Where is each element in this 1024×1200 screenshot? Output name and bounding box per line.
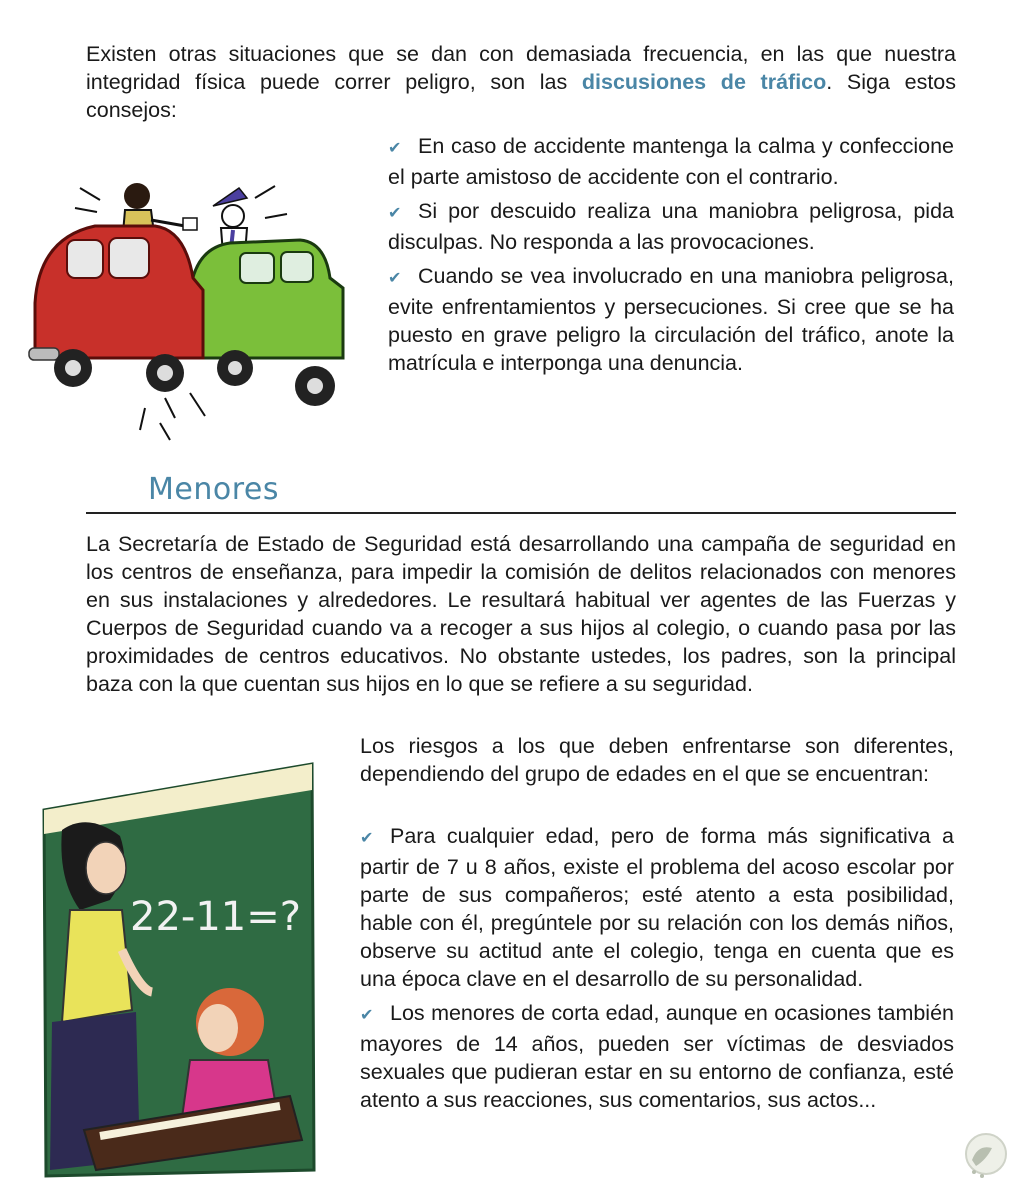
- intro-text-end: . Siga estos consejos:: [86, 70, 957, 122]
- tip-text: Cuando se vea involucrado en una maniobra peligrosa, evite enfrentamientos y persecuciones. Si cree que se ha puesto en grave peligro la circulación del tráfico, anote la matrícula e interponga una denuncia.: [388, 264, 954, 375]
- car-accident-illustration: [25, 168, 355, 458]
- section-title: Menores: [148, 472, 279, 507]
- check-icon: ✔: [360, 1007, 374, 1024]
- risks-intro: Los riesgos a los que deben enfrentarse son diferentes, dependiendo del grupo de edades en el que se encuentran:: [360, 734, 954, 786]
- tip-text: Para cualquier edad, pero de forma más significativa a partir de 7 u 8 años, existe el problema del acoso escolar por parte de sus compañeros; esté atento a esta posibilidad, hable con él, pregúntele por su relación con los demás niños, observe su actitud ante el colegio, tenga en cuenta que es una época clave en el desarrollo de su personalidad.: [360, 824, 954, 991]
- minors-paragraph: La Secretaría de Estado de Seguridad está desarrollando una campaña de seguridad en los centros de enseñanza, para impedir la comisión de delitos relacionados con menores en sus instalaciones y alrededores. Le resultará habitual ver agentes de las Fuerzas y Cuerpos de Seguridad cuando va a recoger a sus hijos al colegio, o cuando pasa por las proximidades de centros educativos. No obstante ustedes, los padres, son la principal baza con la que cuentan sus hijos en lo que se refiere a su seguridad.: [86, 532, 956, 696]
- check-icon: ✔: [388, 140, 402, 157]
- section-divider: [86, 512, 956, 514]
- list-item: [388, 197, 954, 256]
- blackboard-equation: 22-11=?: [130, 894, 301, 940]
- traffic-tips-list: [388, 132, 954, 383]
- intro-paragraph: [86, 40, 956, 124]
- corner-logo-icon: [962, 1130, 1008, 1182]
- list-item: [388, 262, 954, 377]
- classroom-illustration: [40, 760, 320, 1180]
- tip-text: En caso de accidente mantenga la calma y confeccione el parte amistoso de accidente con el contrario.: [388, 134, 954, 189]
- list-item: [388, 132, 954, 191]
- list-item: [360, 822, 954, 993]
- check-icon: ✔: [388, 205, 402, 222]
- tip-text: Si por descuido realiza una maniobra peligrosa, pida disculpas. No responda a las provocaciones.: [388, 199, 954, 254]
- traffic-disputes-highlight: discusiones de tráfico: [581, 70, 827, 94]
- minors-tips-list: [360, 822, 954, 1120]
- check-icon: ✔: [360, 830, 374, 847]
- tip-text: Los menores de corta edad, aunque en ocasiones también mayores de 14 años, pueden ser víctimas de desviados sexuales que pudieran estar en su entorno de confianza, esté atento a sus reacciones, sus comentarios, sus actos...: [360, 1001, 954, 1112]
- check-icon: ✔: [388, 270, 402, 287]
- intro-text: Existen otras situaciones que se dan con demasiada frecuencia, en las que nuestra integridad física puede correr peligro, son las: [86, 42, 956, 94]
- list-item: [360, 999, 954, 1114]
